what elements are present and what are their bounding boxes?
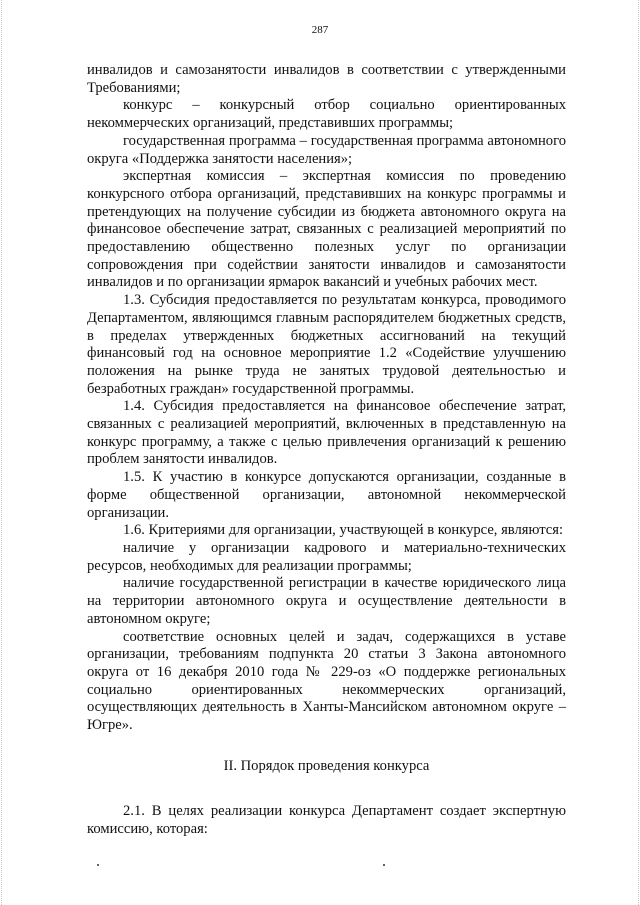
clause-1-3: 1.3. Субсидия предоставляется по результатам конкурса, проводимого Департаментом, являющимся главным распорядителем бюджетных средств, в пределах утвержденных бюджетных ассигнований на текущий финансовый год на основное мероприятие 1.2 «Содействие улучшению положения на рынке труда не занятых трудовой деятельностью и безработных граждан» государственной программы. [87, 292, 566, 397]
clause-2-1: 2.1. В целях реализации конкурса Департамент создает экспертную комиссию, которая: [87, 803, 566, 838]
document-body [87, 62, 566, 839]
definition-gos-programma: государственная программа – государственная программа автономного округа «Поддержка занятости населения»; [87, 132, 566, 167]
paragraph-continuation: инвалидов и самозанятости инвалидов в соответствии с утвержденными Требованиями; [87, 62, 566, 96]
scan-speck [97, 864, 99, 866]
scan-speck [383, 864, 385, 866]
criterion-charter: соответствие основных целей и задач, содержащихся в уставе организации, требованиям подпункта 20 статьи 3 Закона автономного округа от 16 декабря 2010 года № 229-оз «О поддержке региональных социально ориентированных некоммерческих организаций, осуществляющих деятельность в Ханты-Мансийском автономном округе – Югре». [87, 628, 566, 734]
clause-1-5: 1.5. К участию в конкурсе допускаются организации, созданные в форме общественной организации, автономной некоммерческой организации. [87, 469, 566, 521]
criterion-registration: наличие государственной регистрации в качестве юридического лица на территории автономного округа и осуществление деятельности в автономном округе; [87, 575, 566, 627]
definition-konkurs: конкурс – конкурсный отбор социально ориентированных некоммерческих организаций, представивших программы; [87, 97, 566, 132]
page-number: 287 [311, 24, 329, 36]
criterion-resources: наличие у организации кадрового и материально-технических ресурсов, необходимых для реализации программы; [87, 539, 566, 574]
section-heading: II. Порядок проведения конкурса [223, 757, 430, 774]
clause-1-4: 1.4. Субсидия предоставляется на финансовое обеспечение затрат, связанных с реализацией мероприятий, включенных в представленную на конкурс программу, а также с целью привлечения организаций к решению проблем занятости инвалидов. [87, 398, 566, 468]
definition-expert-commission: экспертная комиссия – экспертная комиссия по проведению конкурсного отбора организаций, представивших на конкурс программы и претендующих на получение субсидии из бюджета автономного округа на финансовое обеспечение затрат, связанных с реализацией мероприятий по предоставлению общественно полезных услуг по организации сопровождения при содействии занятости инвалидов и самозанятости инвалидов и по организации ярмарок вакансий и учебных рабочих мест. [87, 168, 566, 291]
page-right-edge [636, 0, 639, 905]
page-left-edge [1, 0, 4, 905]
clause-1-6: 1.6. Критериями для организации, участвующей в конкурсе, являются: [123, 522, 564, 539]
